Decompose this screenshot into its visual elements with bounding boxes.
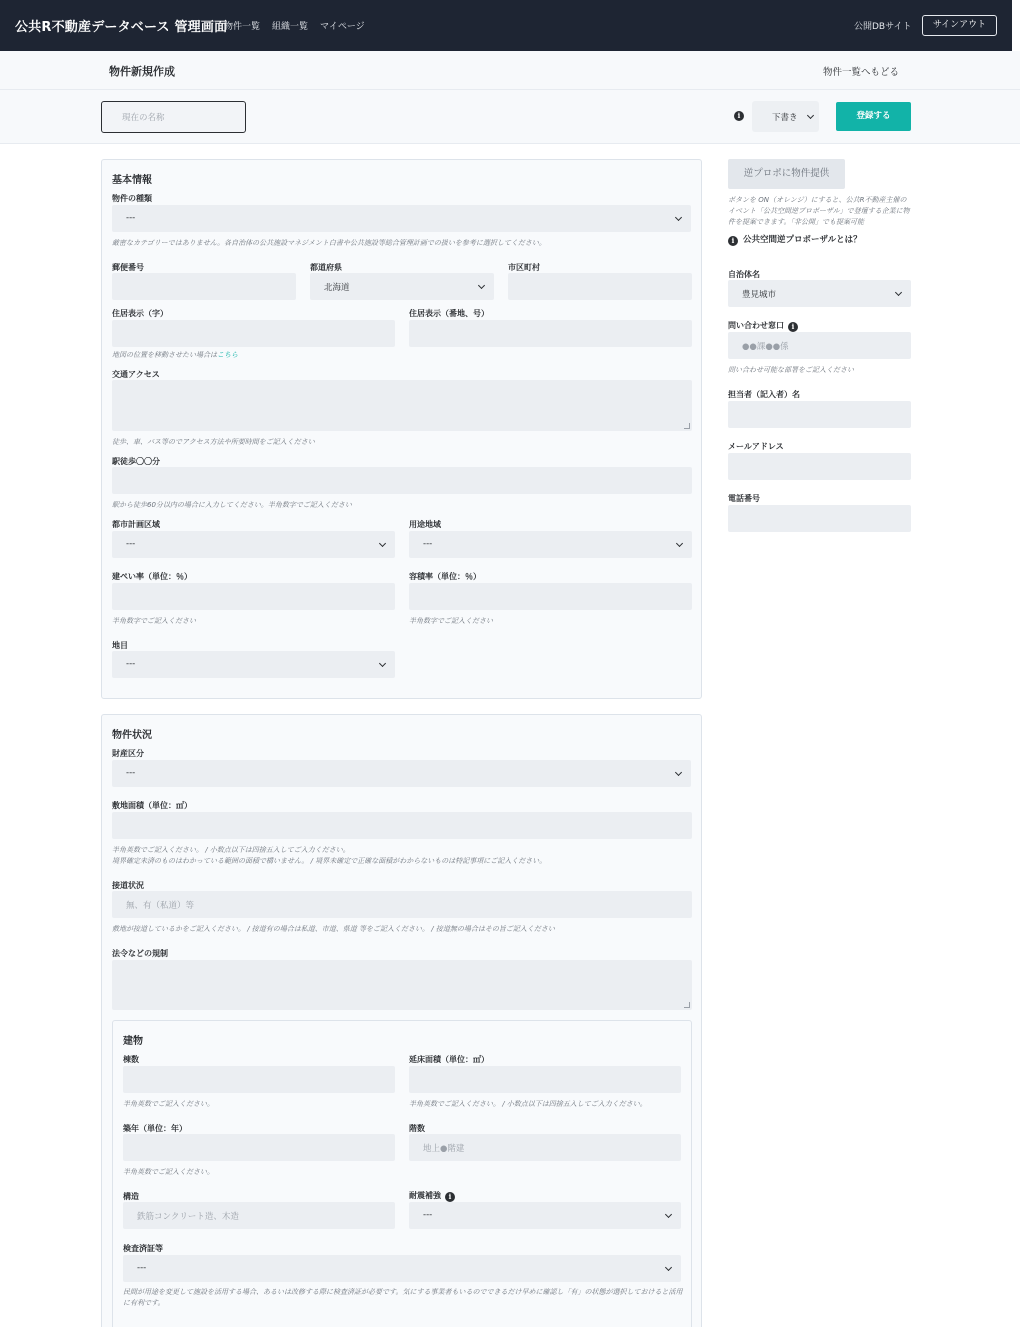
contact-input[interactable]: ●●課●●係 xyxy=(728,332,911,359)
person-label: 担当者（記入者）名 xyxy=(728,390,800,399)
access-label: 交通アクセス xyxy=(112,370,160,379)
road-label: 接道状況 xyxy=(112,881,144,890)
far-label: 容積率（単位：％） xyxy=(409,572,481,581)
building-count-label: 棟数 xyxy=(123,1055,139,1064)
reverse-proposal-button[interactable]: 逆プロポに物件提供 xyxy=(728,159,845,189)
chevron-down-icon xyxy=(675,214,682,221)
site-area-help-2: 境界確定未済のものはわかっている範囲の面積で構いません。 / 境界未確定で正確な面積がわからないものは特記事項にご記入ください。 xyxy=(112,857,547,865)
address1-label: 住居表示（字） xyxy=(112,309,168,318)
walk-label: 駅徒歩〇〇分 xyxy=(112,457,160,466)
prefecture-label: 都道府県 xyxy=(310,263,342,272)
nav-link-mypage[interactable]: マイページ xyxy=(320,22,365,32)
address2-label: 住居表示（番地、号） xyxy=(409,309,489,318)
property-class-select[interactable] xyxy=(112,760,691,787)
chevron-down-icon xyxy=(665,1211,672,1218)
section-title-status: 物件状況 xyxy=(112,730,152,741)
cityplan-select[interactable] xyxy=(112,531,395,558)
zoning-label: 用途地域 xyxy=(409,520,441,529)
floor-area-input[interactable] xyxy=(409,1066,681,1093)
far-help: 半角数字でご記入ください xyxy=(409,617,493,625)
walk-input[interactable] xyxy=(112,467,692,494)
page-title: 物件新規作成 xyxy=(109,65,175,78)
inspect-select[interactable] xyxy=(123,1255,681,1282)
email-input[interactable] xyxy=(728,453,911,480)
address1-input[interactable] xyxy=(112,320,395,347)
municipality-label: 自治体名 xyxy=(728,270,760,279)
road-input[interactable]: 無、有（私道）等 xyxy=(112,891,692,918)
type-select[interactable] xyxy=(112,205,691,232)
access-help: 徒歩、車、バス等のでアクセス方法や所要時間をご記入ください xyxy=(112,438,315,446)
floor-area-label: 延床面積（単位：㎡） xyxy=(409,1055,489,1064)
page-header xyxy=(0,51,1020,90)
inspect-select-value: --- xyxy=(137,1263,147,1273)
signout-button[interactable]: サインアウト xyxy=(922,15,997,36)
resize-handle[interactable] xyxy=(684,423,690,429)
quake-label: 耐震補強 i xyxy=(409,1190,455,1202)
form-toolbar xyxy=(0,90,1020,144)
map-link[interactable]: こちら xyxy=(217,351,238,359)
prefecture-select-value: 北海道 xyxy=(324,283,350,293)
structure-label: 構造 xyxy=(123,1192,139,1201)
top-navbar xyxy=(0,0,1012,51)
building-count-input[interactable] xyxy=(123,1066,395,1093)
bcr-input[interactable] xyxy=(112,583,395,610)
type-help: 厳密なカテゴリーではありません。各自治体の公共施設マネジメント白書や公共施設等総合管理計画での扱いを参考に選択してください。 xyxy=(112,239,546,247)
quake-select[interactable] xyxy=(409,1202,681,1229)
postal-input[interactable] xyxy=(112,273,296,300)
proposal-help: ボタンを ON（オレンジ）にすると、公共R不動産主催のイベント「公共空間逆プロポーザル」で登壇する企業に物件を提案できます。「非公開」でも提案可能 xyxy=(728,196,910,226)
chevron-down-icon xyxy=(676,540,683,547)
type-label: 物件の種類 xyxy=(112,194,152,203)
section-title-building: 建物 xyxy=(123,1036,143,1047)
info-icon: i xyxy=(728,236,738,246)
municipality-select[interactable] xyxy=(728,280,911,307)
prefecture-select[interactable] xyxy=(310,273,494,300)
chevron-down-icon xyxy=(478,282,485,289)
law-textarea[interactable] xyxy=(112,960,692,1010)
status-select[interactable] xyxy=(752,101,819,132)
email-label: メールアドレス xyxy=(728,442,784,451)
age-help: 半角英数でご記入ください。 xyxy=(123,1168,214,1176)
road-help: 敷地が接道しているかをご記入ください。 / 接道有の場合は私道、市道、県道 等をご記入ください。 / 接道無の場合はその旨ご記入ください xyxy=(112,925,555,933)
municipality-select-value: 豊見城市 xyxy=(742,290,777,300)
cityplan-select-value: --- xyxy=(126,539,136,549)
access-textarea[interactable] xyxy=(112,380,692,431)
zoning-select[interactable] xyxy=(409,531,692,558)
property-class-value: --- xyxy=(126,768,136,778)
address2-input[interactable] xyxy=(409,320,692,347)
info-icon[interactable]: i xyxy=(788,322,798,332)
public-site-link[interactable]: 公開DBサイト xyxy=(854,22,912,32)
zoning-select-value: --- xyxy=(423,539,433,549)
chevron-down-icon xyxy=(675,769,682,776)
postal-label: 郵便番号 xyxy=(112,263,144,272)
chevron-down-icon xyxy=(379,540,386,547)
proposal-info-link[interactable]: i 公共空間逆プロポーザルとは？ xyxy=(728,233,862,246)
inspect-label: 検査済証等 xyxy=(123,1244,163,1253)
site-area-label: 敷地面積（単位：㎡） xyxy=(112,801,192,810)
nav-link-organizations[interactable]: 組織一覧 xyxy=(272,22,309,32)
floors-input[interactable]: 地上●階建 xyxy=(409,1134,681,1161)
map-help: 地図の位置を移動させたい場合はこちら xyxy=(112,351,238,359)
walk-help: 駅から徒歩60分以内の場合に入力してください。半角数字でご記入ください xyxy=(112,501,352,509)
structure-input[interactable]: 鉄筋コンクリート造、木造 xyxy=(123,1202,395,1229)
phone-input[interactable] xyxy=(728,505,911,532)
floors-label: 階数 xyxy=(409,1124,425,1133)
cityplan-label: 都市計画区域 xyxy=(112,520,160,529)
site-area-input[interactable] xyxy=(112,812,692,839)
resize-handle[interactable] xyxy=(684,1002,690,1008)
inspect-help: 民間が用途を変更して施設を活用する場合、あるいは改修する際に検査済証が必要です。気にする事業者もいるのでできるだけ早めに確認し「有」の状態が選択しておけると活用に有利です。 xyxy=(123,1288,683,1307)
type-select-value: --- xyxy=(126,213,136,223)
age-label: 築年（単位：年） xyxy=(123,1124,187,1133)
city-input[interactable] xyxy=(508,273,692,300)
quake-select-value: --- xyxy=(423,1210,433,1220)
app-title[interactable]: 公共R不動産データベース 管理画面 xyxy=(15,20,228,35)
person-input[interactable] xyxy=(728,401,911,428)
info-icon[interactable]: i xyxy=(445,1192,455,1202)
site-area-help-1: 半角英数でご記入ください。 / 小数点以下は四捨五入してご入力ください。 xyxy=(112,846,350,854)
chevron-down-icon xyxy=(379,660,386,667)
bcr-label: 建ぺい率（単位：％） xyxy=(112,572,192,581)
law-label: 法令などの規制 xyxy=(112,949,168,958)
chevron-down-icon xyxy=(665,1264,672,1271)
city-label: 市区町村 xyxy=(508,263,540,272)
landcat-label: 地目 xyxy=(112,641,128,650)
back-to-list-link[interactable]: 物件一覧へもどる xyxy=(823,67,900,78)
phone-label: 電話番号 xyxy=(728,494,760,503)
bcr-help: 半角数字でご記入ください xyxy=(112,617,196,625)
chevron-down-icon xyxy=(895,289,902,296)
register-button[interactable]: 登録する xyxy=(836,102,911,131)
property-class-label: 財産区分 xyxy=(112,749,144,758)
age-input[interactable] xyxy=(123,1134,395,1161)
landcat-select-value: --- xyxy=(126,659,136,669)
landcat-select[interactable] xyxy=(112,651,395,678)
far-input[interactable] xyxy=(409,583,692,610)
status-select-value: 下書き xyxy=(772,113,798,123)
floor-area-help: 半角英数でご記入ください。 / 小数点以下は四捨五入してご入力ください。 xyxy=(409,1100,647,1108)
current-name-input[interactable]: 現在の名称 xyxy=(101,101,246,133)
chevron-down-icon xyxy=(807,112,814,119)
nav-link-properties[interactable]: 物件一覧 xyxy=(224,22,261,32)
building-count-help: 半角英数でご記入ください。 xyxy=(123,1100,214,1108)
info-icon[interactable]: i xyxy=(734,111,744,121)
contact-help: 問い合わせ可能な部署をご記入ください xyxy=(728,366,854,374)
section-title-basic: 基本情報 xyxy=(112,175,152,186)
contact-label: 問い合わせ窓口 i xyxy=(728,320,798,332)
